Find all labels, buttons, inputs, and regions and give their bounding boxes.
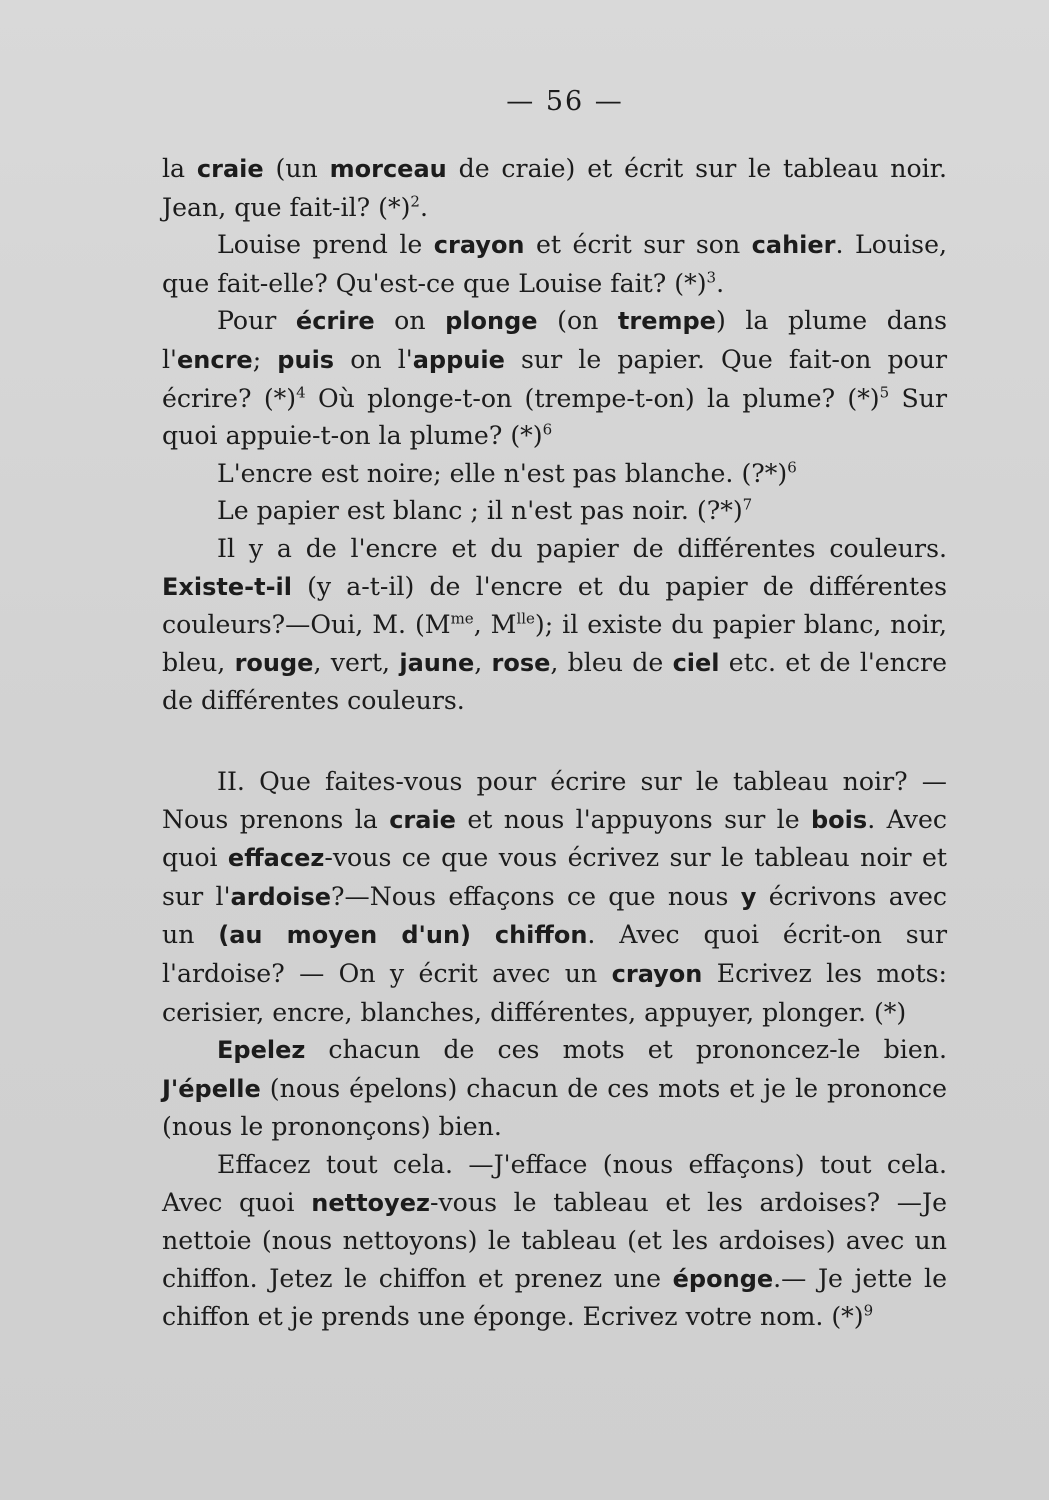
paragraph: Louise prend le crayon et écrit sur son cahier. Louise, que fait-elle? Qu'est-ce que Louise fait? $(*)^3$. [162, 230, 947, 298]
paragraph: Epelez chacun de ces mots et prononcez-le bien. J'épelle (nous épelons) chacun de ces mots et je le prononce (nous le prononçons) bien. [162, 1035, 947, 1142]
paragraph: Effacez tout cela. —J'efface (nous effaçons) tout cela. Avec quoi nettoyez-vous le tableau et les ardoises? —Je nettoie (nous nettoyons) le tableau (et les ardoises) avec un chiffon. Jetez le chiffon et prenez une éponge.— Je jette le chiffon et je prends une éponge. Ecrivez votre nom. $(*)^9$ [162, 1149, 947, 1332]
paragraph: II. Que faites-vous pour écrire sur le tableau noir? —Nous prenons la craie et nous l'appuyons sur le bois. Avec quoi effacez-vous ce que vous écrivez sur le tableau noir et sur l'ardoise?—Nous effaçons ce que nous y écrivons avec un (au moyen d'un) chiffon. Avec quoi écrit-on sur l'ardoise? — On y écrit avec un crayon Ecrivez les mots: cerisier, encre, blanches, différentes, appuyer, plonger. (*) [162, 767, 948, 1027]
paragraph: Le papier est blanc ; il n'est pas noir. (?*)$^7$ [217, 495, 753, 526]
paragraph: Il y a de l'encre et du papier de différentes couleurs. Existe-t-il (y a-t-il) de l'encre et du papier de différentes couleurs?—Oui, M. ($M^{me}$, $M^{lle}$); il existe du papier blanc, noir, bleu, rouge, vert, jaune, rose, bleu de ciel etc. et de l'encre de différentes couleurs. [162, 533, 947, 716]
paragraph: la craie (un morceau de craie) et écrit sur le tableau noir. Jean, que fait-il? $(*)^2$. [162, 154, 947, 222]
paragraph: Pour écrire on plonge (on trempe) la plume dans l'encre; puis on l'appuie sur le papier. Que fait-on pour écrire? $(*)^4$ Où plonge-t-on (trempe-t-on) la plume? $(*)^5$ Sur quoi appuie-t-on la plume? $(*)^6$ [162, 306, 948, 451]
page-number: — 56 — [506, 86, 624, 117]
paragraph: L'encre est noire; elle n'est pas blanche. (?*)$^6$ [217, 458, 797, 488]
text-section-2 [162, 763, 947, 1336]
text-section-1 [162, 150, 947, 720]
